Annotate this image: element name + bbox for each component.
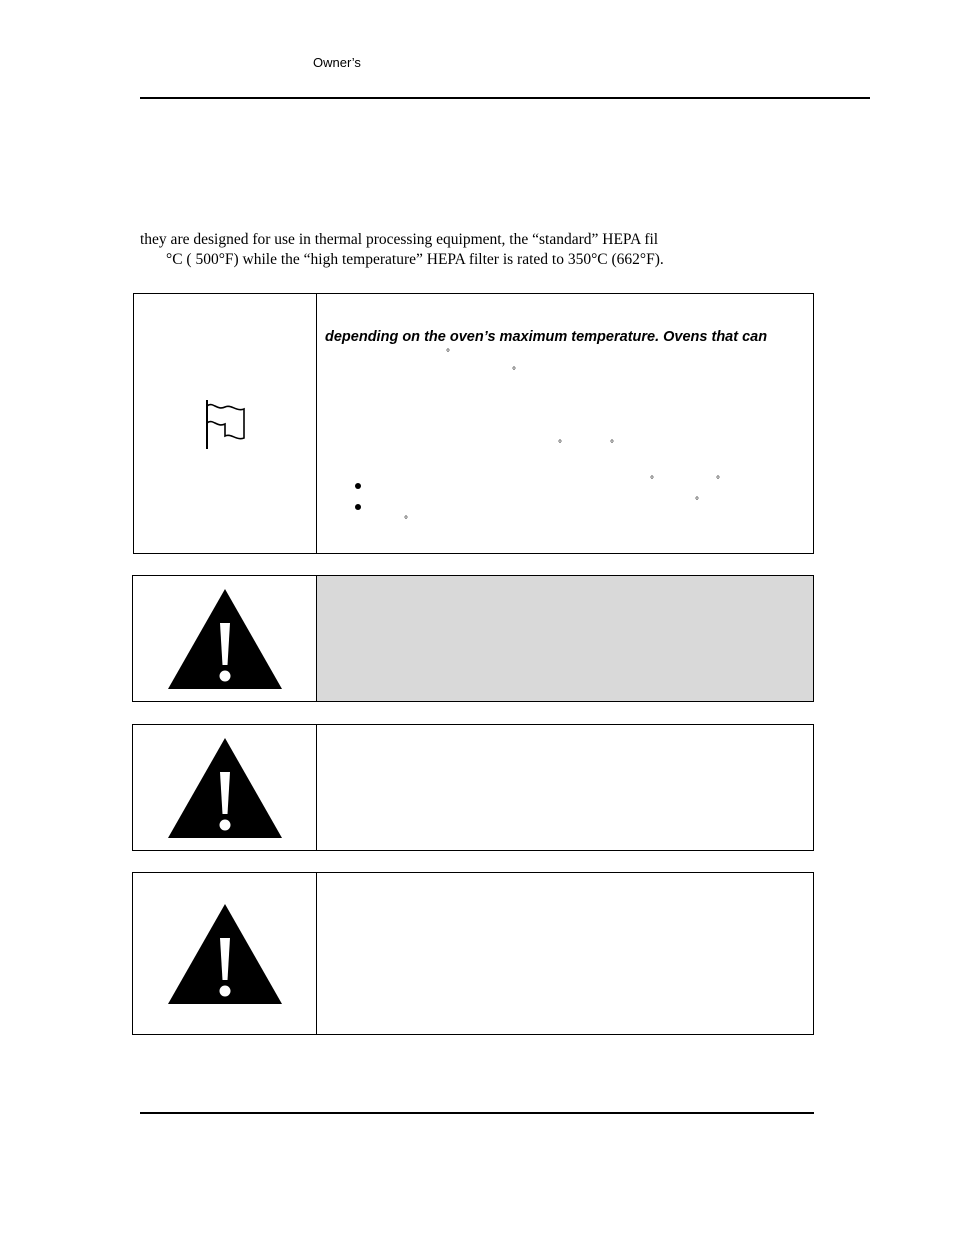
flag-icon [204, 398, 250, 450]
list-bullet [355, 504, 361, 510]
warning-box [132, 872, 814, 1035]
degree-mark: ° [610, 439, 614, 450]
warning-triangle-icon [166, 587, 284, 691]
note-box [133, 293, 814, 554]
warning-box-divider [316, 725, 317, 850]
degree-mark: ° [716, 475, 720, 486]
degree-mark: ° [404, 515, 408, 526]
warning-triangle-icon [166, 902, 284, 1006]
degree-mark: ° [695, 496, 699, 507]
note-box-divider [316, 294, 317, 553]
intro-line-2: °C ( 500°F) while the “high temperature” HEPA filter is rated to 350°C (662°F). [166, 251, 664, 268]
intro-line-1: they are designed for use in thermal processing equipment, the “standard” HEPA fil [140, 231, 659, 248]
footer-rule [140, 1112, 814, 1114]
warning-shade [316, 576, 813, 701]
warning-triangle-icon [166, 736, 284, 840]
degree-mark: ° [558, 439, 562, 450]
degree-mark: ° [446, 348, 450, 359]
degree-mark: ° [650, 475, 654, 486]
running-header: Owner’s [313, 55, 361, 70]
warning-box-divider [316, 873, 317, 1034]
note-emphasis-text: depending on the oven’s maximum temperature. Ovens that can [325, 329, 768, 345]
warning-box [132, 724, 814, 851]
degree-mark: ° [512, 366, 516, 377]
list-bullet [355, 483, 361, 489]
warning-box [132, 575, 814, 702]
header-rule [140, 97, 870, 99]
warning-box-divider [316, 576, 317, 701]
